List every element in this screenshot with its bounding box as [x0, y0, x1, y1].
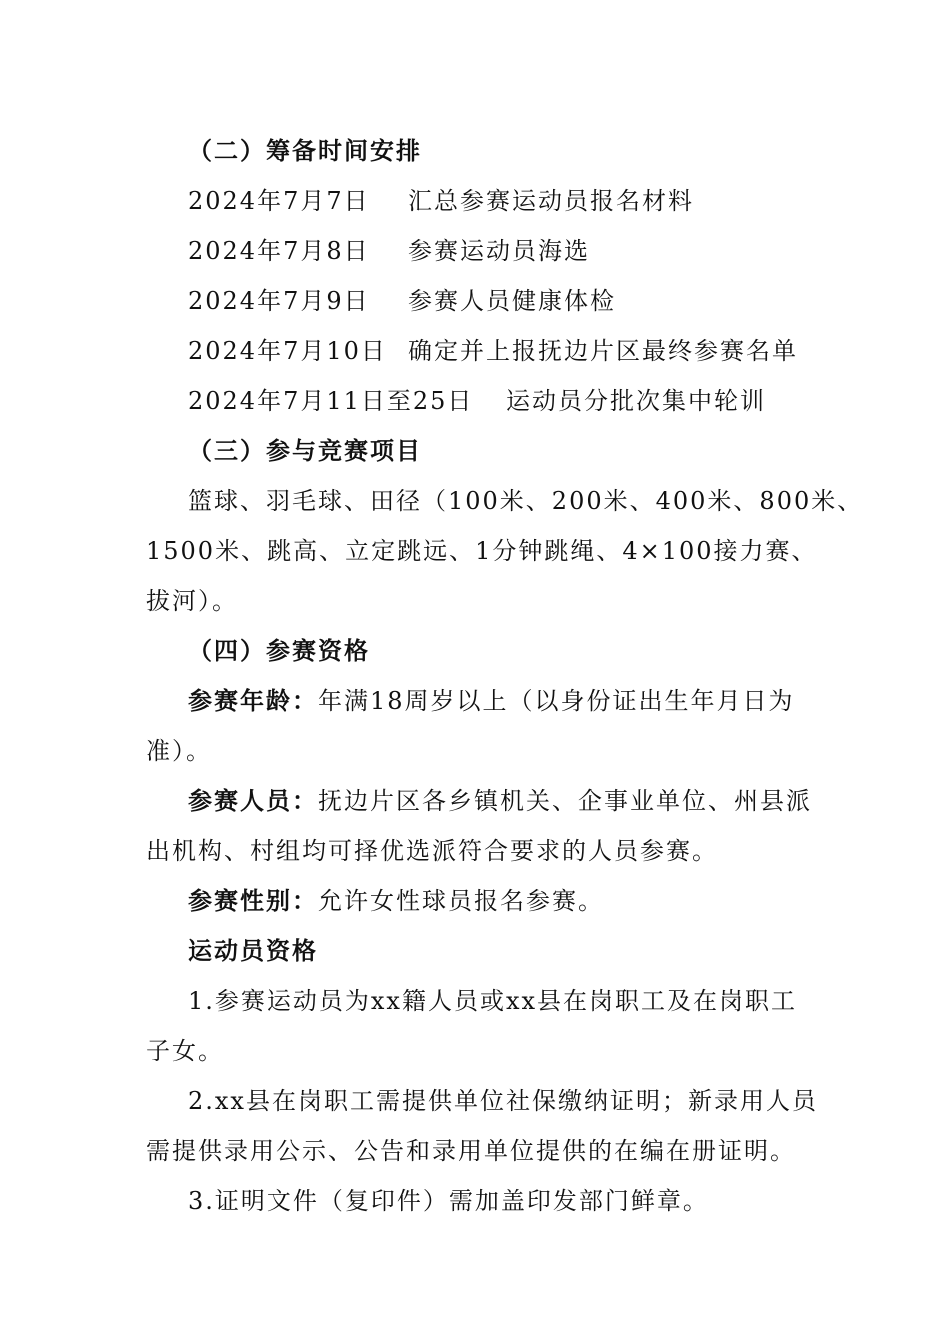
schedule-row — [188, 336, 798, 366]
schedule-task: 参赛运动员海选 — [408, 237, 590, 265]
schedule-date: 2024年7月10日 — [188, 337, 387, 365]
age-label: 参赛年龄： — [188, 687, 318, 715]
age-paragraph — [188, 686, 795, 716]
schedule-task: 确定并上报抚边片区最终参赛名单 — [408, 337, 798, 365]
schedule-task: 参赛人员健康体检 — [408, 287, 616, 315]
age-text-cont: 准）。 — [146, 737, 212, 765]
events-line: 1500米、跳高、立定跳远、1分钟跳绳、4×100接力赛、 — [146, 537, 818, 565]
section-2-heading: （二）筹备时间安排 — [188, 137, 422, 165]
events-line: 篮球、羽毛球、田径（100米、200米、400米、800米、 — [188, 487, 864, 515]
schedule-date: 2024年7月9日 — [188, 287, 370, 315]
qualification-item-1-cont: 子女。 — [146, 1037, 224, 1065]
qualification-item-3: 3.证明文件（复印件）需加盖印发部门鲜章。 — [188, 1187, 709, 1215]
qualification-item-2: 2.xx县在岗职工需提供单位社保缴纳证明；新录用人员 — [188, 1087, 818, 1115]
personnel-text: 抚边片区各乡镇机关、企事业单位、州县派 — [318, 787, 812, 815]
qualification-item-1: 1.参赛运动员为xx籍人员或xx县在岗职工及在岗职工 — [188, 987, 798, 1015]
schedule-task: 汇总参赛运动员报名材料 — [408, 187, 694, 215]
personnel-paragraph — [188, 786, 812, 816]
events-line: 拔河）。 — [146, 587, 238, 615]
gender-label: 参赛性别： — [188, 887, 318, 915]
athlete-qualification-heading: 运动员资格 — [188, 937, 318, 965]
section-4-heading: （四）参赛资格 — [188, 637, 370, 665]
schedule-row — [188, 186, 694, 216]
schedule-row — [188, 286, 616, 316]
schedule-date: 2024年7月11日至25日 — [188, 387, 474, 415]
schedule-date: 2024年7月8日 — [188, 237, 370, 265]
gender-text: 允许女性球员报名参赛。 — [318, 887, 604, 915]
personnel-label: 参赛人员： — [188, 787, 318, 815]
schedule-row — [188, 236, 590, 266]
age-text: 年满18周岁以上（以身份证出生年月日为 — [318, 687, 795, 715]
section-3-heading: （三）参与竞赛项目 — [188, 437, 422, 465]
schedule-date: 2024年7月7日 — [188, 187, 370, 215]
schedule-row — [188, 386, 766, 416]
qualification-item-2-cont: 需提供录用公示、公告和录用单位提供的在编在册证明。 — [146, 1137, 796, 1165]
gender-paragraph — [188, 886, 604, 916]
schedule-task: 运动员分批次集中轮训 — [506, 387, 766, 415]
personnel-text-cont: 出机构、村组均可择优选派符合要求的人员参赛。 — [146, 837, 718, 865]
